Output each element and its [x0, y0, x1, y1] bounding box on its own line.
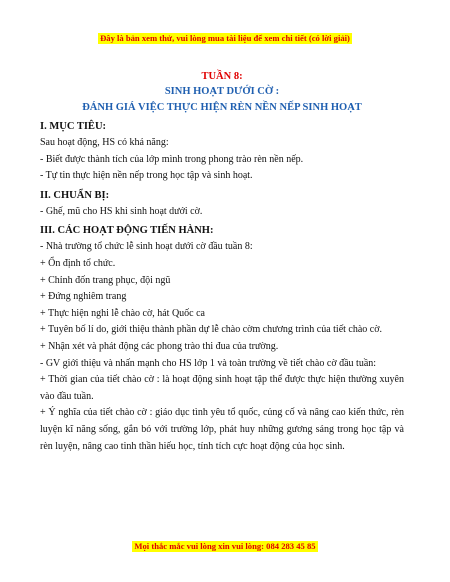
lesson-subtitle: ĐÁNH GIÁ VIỆC THỰC HIỆN RÈN NỀN NẾP SINH HOẠT [82, 102, 362, 113]
activity-line: - Nhà trường tổ chức lễ sinh hoạt dưới cờ đầu tuần 8: [40, 241, 253, 253]
activity-line: + Đứng nghiêm trang [40, 291, 127, 303]
contact-footer [0, 536, 450, 554]
activity-line: - GV giới thiệu và nhấn mạnh cho HS lớp 1 và toàn trường về tiết chào cờ đầu tuần: [40, 357, 377, 369]
objectives-line: - Biết được thành tích của lớp mình trong phong trào rèn nền nếp. [40, 153, 304, 165]
preparation-line: - Ghế, mũ cho HS khi sinh hoạt dưới cờ. [40, 205, 203, 217]
activity-line: + Chỉnh đốn trang phục, đội ngũ [40, 274, 171, 286]
week-heading: TUẦN 8: [201, 71, 243, 82]
activity-line: + Tuyên bố lí do, giới thiệu thành phần dự lễ chào cờm chương trình của tiết chào cờ. [40, 324, 383, 336]
preview-banner [0, 28, 450, 46]
document-body [40, 66, 404, 455]
activity-line: + Thời gian của tiết chào cờ : là hoạt động sinh hoạt tập thể được thực hiện thường xuyên vào đầu tuần. [40, 374, 404, 402]
section-objectives-heading: I. MỤC TIÊU: [40, 121, 107, 132]
preview-banner-text: Đây là bản xem thử, vui lòng mua tài liệu để xem chi tiết (có lời giải) [100, 33, 350, 43]
section-activities-heading: III. CÁC HOẠT ĐỘNG TIẾN HÀNH: [40, 225, 214, 237]
objectives-line: Sau hoạt động, HS có khả năng: [40, 137, 169, 148]
activity-line: + Nhận xét và phát động các phong trào thi đua của trường. [40, 340, 279, 352]
lesson-title: SINH HOẠT DƯỚI CỜ : [164, 86, 280, 97]
activity-line: + Ổn định tổ chức. [40, 257, 116, 269]
objectives-line: - Tự tin thực hiện nền nếp trong học tập và sinh hoạt. [40, 170, 253, 182]
activity-line: + Thực hiện nghi lễ chào cờ, hát Quốc ca [40, 307, 205, 319]
activity-line: + Ý nghĩa của tiết chào cờ : giáo dục tình yêu tổ quốc, củng cố và nâng cao kiến thức, rèn luyện kĩ năng sống, gắn bó với trường lớp, phát huy những gương sáng trong học tập và rèn luyện, nâng cao tinh thần hiếu học, tính tích cực hoạt động của học sinh. [40, 407, 404, 452]
section-preparation-heading: II. CHUẨN BỊ: [40, 189, 110, 201]
contact-footer-text: Mọi thắc mắc vui lòng xin vui lòng: 084 283 45 85 [134, 541, 316, 551]
